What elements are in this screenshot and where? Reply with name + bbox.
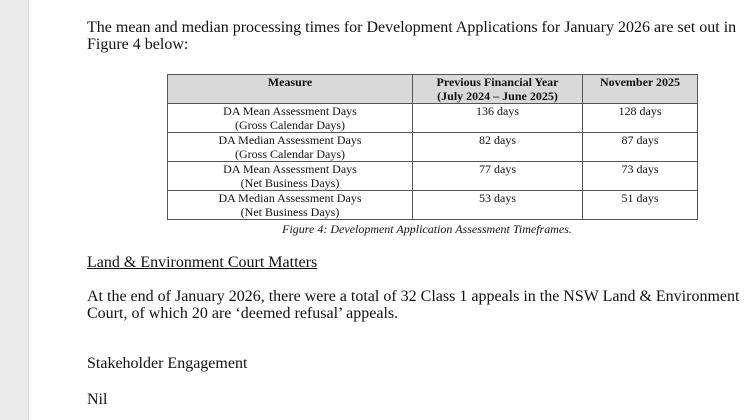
- assessment-times-table: [167, 74, 698, 220]
- cell-current: 73 days: [583, 162, 698, 191]
- header-november-2025: November 2025: [583, 75, 698, 104]
- cell-previous: 53 days: [413, 191, 583, 220]
- cell-previous: 77 days: [413, 162, 583, 191]
- cell-current: 51 days: [583, 191, 698, 220]
- header-measure: Measure: [168, 75, 413, 104]
- header-previous-year: Previous Financial Year (July 2024 – June 2025): [413, 75, 583, 104]
- stakeholder-text: Nil: [87, 391, 108, 408]
- intro-paragraph: The mean and median processing times for Development Applications for January 2026 are set out in Figure 4 below:: [87, 19, 737, 53]
- cell-measure: DA Mean Assessment Days (Net Business Days): [168, 162, 413, 191]
- table-row: [168, 104, 698, 133]
- cell-previous: 136 days: [413, 104, 583, 133]
- document-page: [28, 0, 750, 420]
- cell-measure: DA Median Assessment Days (Net Business Days): [168, 191, 413, 220]
- table-row: [168, 191, 698, 220]
- court-matters-paragraph: At the end of January 2026, there were a total of 32 Class 1 appeals in the NSW Land & Environment Court, of which 20 are ‘deemed refusal’ appeals.: [87, 288, 740, 322]
- cell-current: 87 days: [583, 133, 698, 162]
- table-row: [168, 133, 698, 162]
- court-matters-heading: Land & Environment Court Matters: [87, 254, 318, 271]
- figure-caption: Figure 4: Development Application Assessment Timeframes.: [282, 222, 572, 236]
- table-header-row: [168, 75, 698, 104]
- cell-previous: 82 days: [413, 133, 583, 162]
- stakeholder-heading: Stakeholder Engagement: [87, 355, 248, 372]
- cell-current: 128 days: [583, 104, 698, 133]
- cell-measure: DA Median Assessment Days (Gross Calendar Days): [168, 133, 413, 162]
- table-row: [168, 162, 698, 191]
- cell-measure: DA Mean Assessment Days (Gross Calendar Days): [168, 104, 413, 133]
